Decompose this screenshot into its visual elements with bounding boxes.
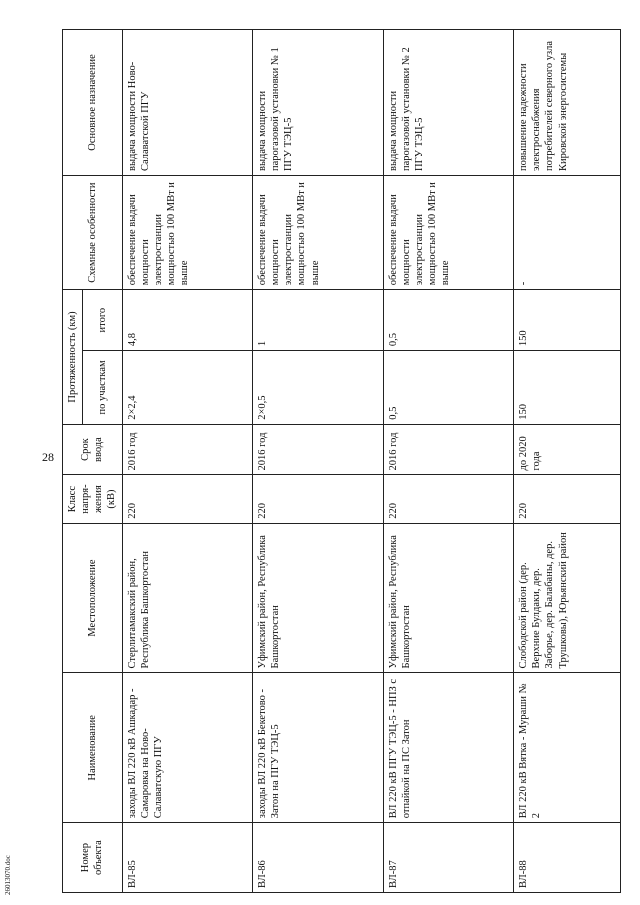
cell-voltage: 220 — [253, 475, 384, 523]
header-length-total: итого — [83, 290, 122, 351]
table-row — [122, 30, 253, 893]
header-date: Срок ввода — [63, 424, 123, 475]
cell-name: ВЛ 220 кВ ПГУ ТЭЦ-5 - НПЗ с отпайкой на ПС Затон — [383, 673, 514, 823]
object-table — [62, 29, 621, 893]
cell-voltage: 220 — [383, 475, 514, 523]
header-name: Наименование — [63, 673, 123, 823]
cell-purpose: повышение надежности электроснабжения потребителей северного узла Кировской энергосистемы — [514, 30, 621, 176]
cell-sections: 0,5 — [383, 351, 514, 425]
cell-total: 150 — [514, 290, 621, 351]
cell-purpose: выдача мощности парогазовой установки № 1 ПГУ ТЭЦ-5 — [253, 30, 384, 176]
cell-total: 1 — [253, 290, 384, 351]
cell-total: 0,5 — [383, 290, 514, 351]
cell-sections: 150 — [514, 351, 621, 425]
cell-date: 2016 год — [383, 424, 514, 475]
cell-date: 2016 год — [122, 424, 253, 475]
cell-num: ВЛ-88 — [514, 823, 621, 893]
object-table-container — [62, 29, 602, 893]
cell-features: обеспечение выдачи мощности электростанции мощностью 100 МВт и выше — [122, 176, 253, 290]
cell-date: 2016 год — [253, 424, 384, 475]
cell-name: заходы ВЛ 220 кВ Бекетово - Затон на ПГУ ТЭЦ-5 — [253, 673, 384, 823]
table-row — [253, 30, 384, 893]
cell-features: обеспечение выдачи мощности электростанции мощностью 100 МВт и выше — [253, 176, 384, 290]
header-purpose: Основное назначение — [63, 30, 123, 176]
document-id: 26013070.doc — [4, 855, 12, 895]
table-row — [383, 30, 514, 893]
cell-num: ВЛ-86 — [253, 823, 384, 893]
table-row — [514, 30, 621, 893]
cell-location: Уфимский район, Республика Башкортостан — [253, 523, 384, 673]
header-length-group: Протяженность (км) — [63, 290, 83, 425]
header-location: Местоположение — [63, 523, 123, 673]
cell-num: ВЛ-87 — [383, 823, 514, 893]
cell-location: Уфимский район, Республика Башкортостан — [383, 523, 514, 673]
cell-voltage: 220 — [122, 475, 253, 523]
page-number: 28 — [42, 450, 54, 464]
cell-sections: 2×0,5 — [253, 351, 384, 425]
cell-name: ВЛ 220 кВ Вятка - Мураши № 2 — [514, 673, 621, 823]
header-features: Схемные особенности — [63, 176, 123, 290]
cell-voltage: 220 — [514, 475, 621, 523]
cell-features: обеспечение выдачи мощности электростанции мощностью 100 МВт и выше — [383, 176, 514, 290]
cell-sections: 2×2,4 — [122, 351, 253, 425]
cell-name: заходы ВЛ 220 кВ Ашкадар - Самаровка на Ново-Салаватскую ПГУ — [122, 673, 253, 823]
header-num: Номер объекта — [63, 823, 123, 893]
cell-location: Слободской район (дер. Верхние Булдаки, дер. Заборье, дер. Балабаны, дер. Трушковы), Юрьянский район — [514, 523, 621, 673]
header-voltage: Класс напря-жения (кВ) — [63, 475, 123, 523]
cell-features: - — [514, 176, 621, 290]
cell-num: ВЛ-85 — [122, 823, 253, 893]
cell-purpose: выдача мощности парогазовой установки № 2 ПГУ ТЭЦ-5 — [383, 30, 514, 176]
cell-total: 4,8 — [122, 290, 253, 351]
cell-location: Стерлитамакский район, Республика Башкортостан — [122, 523, 253, 673]
cell-date: до 2020 года — [514, 424, 621, 475]
header-length-sections: по участкам — [83, 351, 122, 425]
cell-purpose: выдача мощности Ново-Салаватской ПГУ — [122, 30, 253, 176]
